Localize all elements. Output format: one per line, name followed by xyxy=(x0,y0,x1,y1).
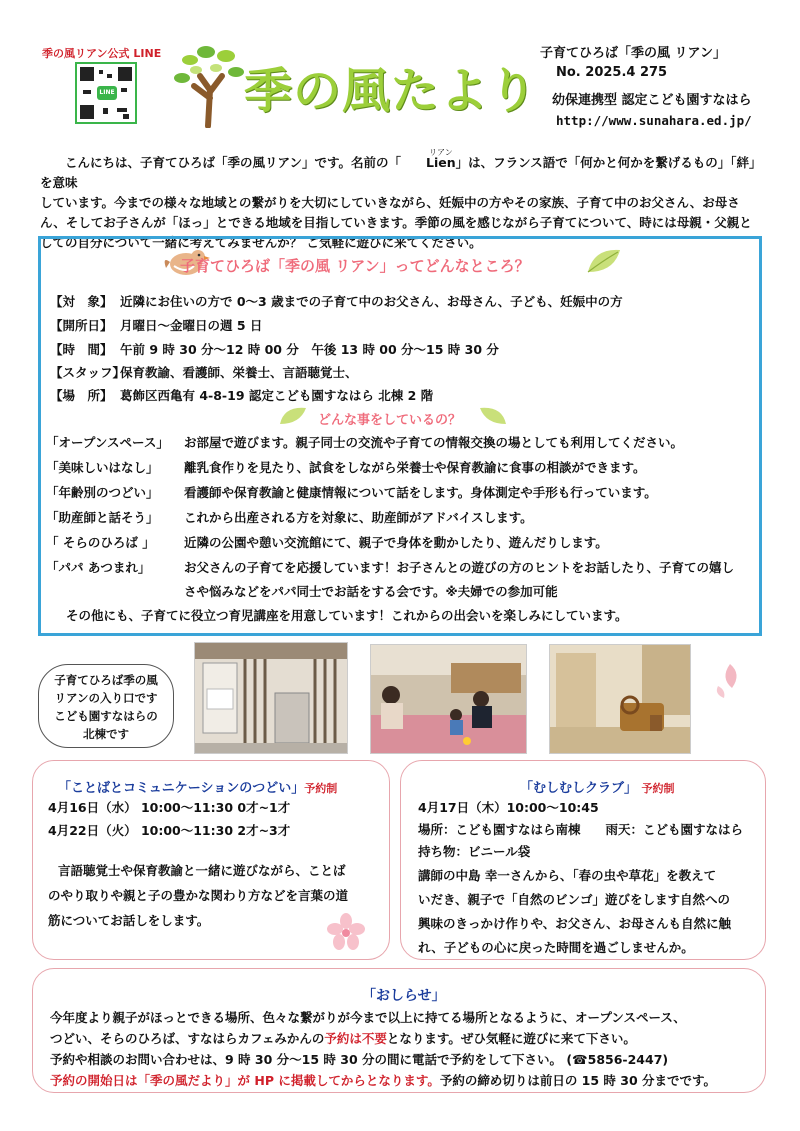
leaf-icon xyxy=(584,246,624,276)
news-title: 「おしらせ」 xyxy=(362,988,446,1004)
lien-ruby: リアン xyxy=(429,148,453,157)
mushi-body-2: いだき、親子で「自然のビンゴ」遊びをします自然への xyxy=(418,892,731,907)
mushi-body-3: 興味のきっかけ作りや、お父さん、お母さんも自然に触 xyxy=(418,916,732,931)
info-row-staff: 【スタッフ】保育教諭、看護師、栄養士、言語聴覚士、 xyxy=(50,365,358,380)
callout-line-3: こども園すなはらの xyxy=(54,709,158,723)
playroom-photo xyxy=(370,644,527,754)
intro-line-4: しての自分について一緒に考えてみませんか？ ご気軽に遊びに来てください。 xyxy=(40,235,482,250)
mushi-body-1: 講師の中島 幸一さんから、「春の虫や草花」を教えて xyxy=(418,868,717,883)
activity-food-talk: 「美味しいはなし」 離乳食作りを見たり、試食をしながら栄養士や保育教諭に食事の相談ができます。 xyxy=(46,460,646,475)
mushi-date: 4月17日（木）10:00～10:45 xyxy=(418,800,599,815)
info-heading: 子育てひろば「季の風 リアン」ってどんなところ？ xyxy=(180,257,530,275)
kotoba-body-3: 筋についてお話しをします。 xyxy=(48,913,210,928)
entrance-photo xyxy=(194,642,348,754)
no-reservation-note: 予約は不要 xyxy=(324,1031,387,1046)
line-logo-icon: LINE xyxy=(97,86,117,100)
leaf-right-icon xyxy=(478,404,508,428)
kotoba-date-1: 4月16日（水） 10:00～11:30 0才~1才 xyxy=(48,800,291,815)
intro-line-2: しています。今までの様々な地域との繋がりを大切にしていきながら、妊娠中の方やその家族、子育て中のお父さん、お母さ xyxy=(40,195,740,210)
callout-line-4: 北棟です xyxy=(83,727,129,741)
activity-open-space: 「オープンスペース」 お部屋で遊びます。親子同士の交流や子育ての情報交換の場としても利用してください。 xyxy=(46,435,684,450)
mushi-title: 「むしむしクラブ」 予約制 xyxy=(520,781,675,796)
org-name: 子育てひろば「季の風 リアン」 xyxy=(540,46,727,61)
activity-papa: 「パパ あつまれ」 お父さんの子育てを応援しています！お子さんとの遊びの方のヒントをお話したり、子育ての嬉し xyxy=(46,560,735,575)
news-line-4: 予約の開始日は「季の風だより」が HP に掲載してからとなります。予約の締め切りは前日の 15 時 30 分までです。 xyxy=(50,1073,717,1088)
line-label: 季の風リアン公式 LINE xyxy=(42,47,162,60)
news-line-1: 今年度より親子がほっとできる場所、色々な繋がりが今まで以上に持てる場所となるように、オープンスペース、 xyxy=(50,1010,686,1025)
line-qr-code[interactable] xyxy=(75,62,137,124)
info-row-time: 【時 間】 午前 9 時 30 分～12 時 00 分 午後 13 時 00 分～15 時 30 分 xyxy=(50,342,499,357)
flower-icon xyxy=(326,912,366,952)
entrance-callout xyxy=(38,664,174,748)
kotoba-date-2: 4月22日（火） 10:00～11:30 2才~3才 xyxy=(48,823,291,838)
school-name: 幼保連携型 認定こども園すなはら xyxy=(552,93,752,108)
lien-word xyxy=(401,148,456,173)
callout-line-1: 子育てひろば季の風 xyxy=(54,673,158,687)
newsletter-title: 季の風たより xyxy=(244,63,539,119)
activity-midwife: 「助産師と話そう」 これから出産される方を対象に、助産師がアドバイスします。 xyxy=(46,510,533,525)
mushi-place: 場所：こども園すなはら南棟 雨天：こども園すなはら xyxy=(418,822,744,837)
room-photo xyxy=(549,644,691,754)
kotoba-title: 「ことばとコミュニケーションのつどい」予約制 xyxy=(58,781,338,796)
leaf-left-icon xyxy=(278,404,308,428)
tree-icon xyxy=(170,40,250,128)
intro-line-1a: こんにちは、子育てひろば「季の風リアン」です。名前の「 xyxy=(65,155,402,170)
intro-line-1b: 」は、フランス語で「何かと何かを繋げるもの」「絆」を意味 xyxy=(40,155,756,190)
issue-number: No. 2025.4 275 xyxy=(556,65,668,80)
activity-papa-cont: さや悩みなどをパパ同士でお話をする会です。※夫婦での参加可能 xyxy=(184,584,558,599)
activity-sky-plaza: 「 そらのひろば 」 近隣の公園や憩い交流館にて、親子で身体を動かしたり、遊んだりします。 xyxy=(46,535,608,550)
info-row-place: 【場 所】 葛飾区西亀有 4-8-19 認定こども園すなはら 北棟 2 階 xyxy=(50,388,434,403)
mushi-reserve-badge: 予約制 xyxy=(641,782,675,795)
lien-text: Lien xyxy=(426,155,456,170)
intro-line-3: ん、そしてお子さんが「ほっ」とできる地域を目指していきます。季節の風を感じながら子育てについて、時には母親・父親と xyxy=(40,215,752,230)
info-closing: その他にも、子育てに役立つ育児講座を用意しています！これからの出会いを楽しみにしています。 xyxy=(66,608,628,623)
info-row-target: 【対 象】 近隣にお住いの方で 0～3 歳までの子育て中のお父さん、お母さん、子ども、妊娠中の方 xyxy=(50,294,623,309)
reservation-start-note: 予約の開始日は「季の風だより」が HP に掲載してからとなります。 xyxy=(50,1073,440,1088)
kotoba-reserve-badge: 予約制 xyxy=(304,782,338,795)
activities-heading: どんな事をしているの？ xyxy=(318,413,462,428)
website-link[interactable]: http://www.sunahara.ed.jp/ xyxy=(556,113,752,128)
mushi-body-4: れ、子どもの心に戻った時間を過ごしませんか。 xyxy=(418,940,694,955)
news-line-2: つどい、そらのひろば、すなはらカフェみかんの予約は不要となります。ぜひ気軽に遊びに来て下さい。 xyxy=(50,1031,636,1046)
petal-icon xyxy=(712,660,748,700)
kotoba-body-1: 言語聴覚士や保育教諭と一緒に遊びながら、ことば xyxy=(58,863,346,878)
kotoba-body-2: のやり取りや親と子の豊かな関わり方などを言葉の道 xyxy=(48,888,349,903)
callout-line-2: リアンの入り口です xyxy=(54,691,158,705)
info-row-days: 【開所日】 月曜日～金曜日の週 5 日 xyxy=(50,318,263,333)
activity-age-group: 「年齢別のつどい」 看護師や保育教諭と健康情報について話をします。身体測定や手形も行っています。 xyxy=(46,485,657,500)
mushi-items: 持ち物：ビニール袋 xyxy=(418,844,531,859)
news-line-3: 予約や相談のお問い合わせは、9 時 30 分～15 時 30 分の間に電話で予約をして下さい。 (☎5856-2447) xyxy=(50,1052,669,1067)
